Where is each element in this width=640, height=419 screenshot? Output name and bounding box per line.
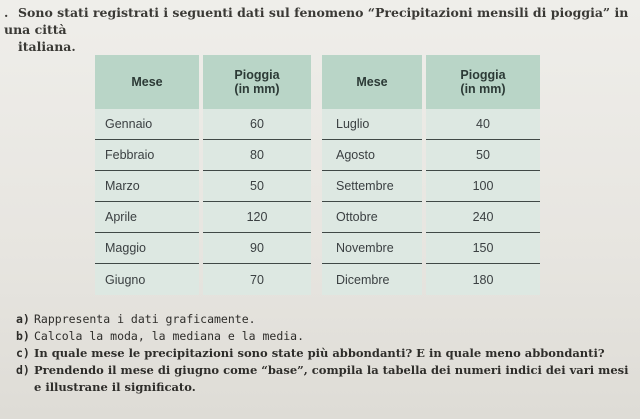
month-cell: Novembre: [322, 233, 422, 264]
header-rain-text: Pioggia (in mm): [460, 68, 506, 96]
header-month: Mese: [95, 55, 199, 109]
rain-cell: 80: [203, 140, 311, 171]
table-row: [95, 264, 311, 295]
rain-cell: 240: [426, 202, 540, 233]
rain-table-left: [95, 55, 311, 295]
rain-cell: 40: [426, 109, 540, 140]
month-cell: Settembre: [322, 171, 422, 202]
question-item: [16, 362, 636, 396]
table-row: [322, 171, 540, 202]
table-row: [322, 233, 540, 264]
table-header: [322, 55, 540, 109]
question-key: d): [16, 363, 30, 377]
rain-cell: 120: [203, 202, 311, 233]
question-item: [16, 328, 636, 345]
month-cell: Agosto: [322, 140, 422, 171]
question-item: [16, 345, 636, 362]
rain-cell: 70: [203, 264, 311, 295]
question-text: Rappresenta i dati graficamente.: [34, 312, 256, 326]
rain-cell: 100: [426, 171, 540, 202]
table-row: [95, 171, 311, 202]
rain-cell: 50: [426, 140, 540, 171]
month-cell: Ottobre: [322, 202, 422, 233]
table-row: [322, 109, 540, 140]
question-key: c): [16, 346, 30, 360]
table-row: [322, 140, 540, 171]
table-row: [95, 233, 311, 264]
month-cell: Giugno: [95, 264, 199, 295]
month-cell: Gennaio: [95, 109, 199, 140]
question-text: In quale mese le precipitazioni sono state più abbondanti? E in quale meno abbondanti?: [34, 346, 605, 360]
table-header: [95, 55, 311, 109]
month-cell: Aprile: [95, 202, 199, 233]
header-month: Mese: [322, 55, 422, 109]
rain-table-right: [322, 55, 540, 295]
rain-cell: 150: [426, 233, 540, 264]
intro-line-2: italiana.: [18, 39, 76, 54]
question-key: a): [16, 312, 30, 326]
exercise-bullet: .: [4, 5, 9, 20]
table-row: [322, 202, 540, 233]
question-text: Prendendo il mese di giugno come “base”, compila la tabella dei numeri indici dei vari mesi e illustrane il significato.: [34, 363, 629, 394]
rain-cell: 90: [203, 233, 311, 264]
question-key: b): [16, 329, 30, 343]
exercise-intro: [4, 4, 636, 55]
rain-cell: 60: [203, 109, 311, 140]
header-rain: [426, 55, 540, 109]
month-cell: Dicembre: [322, 264, 422, 295]
rain-cell: 50: [203, 171, 311, 202]
header-rain-text: Pioggia (in mm): [234, 68, 280, 96]
table-row: [322, 264, 540, 295]
question-item: [16, 311, 636, 328]
rain-cell: 180: [426, 264, 540, 295]
intro-line-1: Sono stati registrati i seguenti dati sul fenomeno “Precipitazioni mensili di pioggia” in una città: [4, 5, 629, 37]
question-text: Calcola la moda, la mediana e la media.: [34, 329, 305, 343]
month-cell: Maggio: [95, 233, 199, 264]
header-rain: [203, 55, 311, 109]
month-cell: Febbraio: [95, 140, 199, 171]
month-cell: Marzo: [95, 171, 199, 202]
month-cell: Luglio: [322, 109, 422, 140]
table-row: [95, 109, 311, 140]
table-row: [95, 202, 311, 233]
table-row: [95, 140, 311, 171]
question-list: [16, 311, 636, 396]
